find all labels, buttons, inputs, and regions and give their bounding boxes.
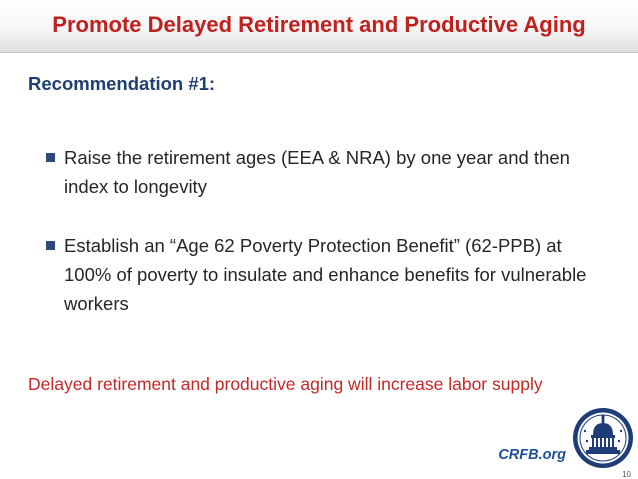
bullet-square-icon bbox=[46, 153, 55, 162]
bullet-item bbox=[46, 143, 606, 201]
takeaway-text: Delayed retirement and productive aging will increase labor supply bbox=[28, 374, 543, 394]
bullet-text: Establish an “Age 62 Poverty Protection Benefit” (62-PPB) at 100% of poverty to insulate and enhance benefits for vulnerable workers bbox=[64, 235, 587, 314]
recommendation-heading: Recommendation #1: bbox=[28, 73, 216, 94]
bullet-square-icon bbox=[46, 241, 55, 250]
capitol-dome-seal-icon bbox=[572, 407, 634, 469]
bullet-list bbox=[46, 143, 606, 318]
page-number: 10 bbox=[622, 470, 631, 479]
title-bar bbox=[0, 0, 638, 53]
bullet-text: Raise the retirement ages (EEA & NRA) by one year and then index to longevity bbox=[64, 147, 570, 197]
website-link[interactable]: CRFB.org bbox=[498, 447, 566, 463]
slide-title: Promote Delayed Retirement and Productive Aging bbox=[52, 12, 586, 37]
bullet-item bbox=[46, 231, 606, 318]
